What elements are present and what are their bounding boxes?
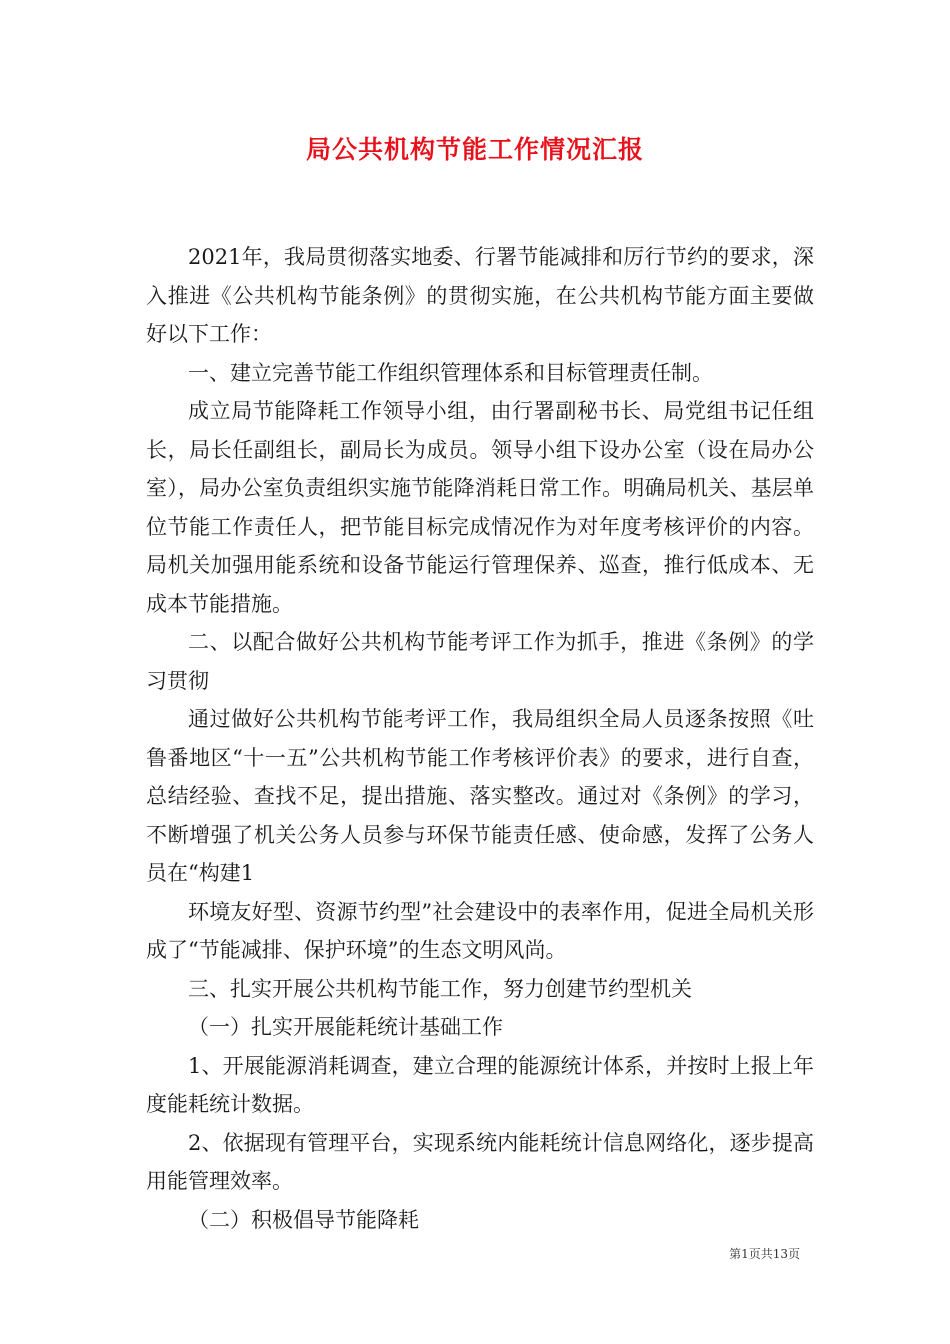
page-number: 第1页共13页 xyxy=(729,1247,800,1261)
paragraph-heading-3: 三、扎实开展公共机构节能工作，努力创建节约型机关 xyxy=(188,976,692,1001)
paragraph-subheading-1: （一）扎实开展能耗统计基础工作 xyxy=(188,1015,503,1039)
paragraph: 通过做好公共机构节能考评工作，我局组织全局人员逐条按照《吐鲁番地区“十一五”公共机构节能工作考核评价表》的要求，进行自查，总结经验、查找不足，提出措施、落实整改。通过对《条例》的学习，不断增强了机关公务人员参与环保节能责任感、使命感，发挥了公务人员在“构建1 xyxy=(146,707,814,885)
paragraph: 2、依据现有管理平台，实现系统内能耗统计信息网络化，逐步提高用能管理效率。 xyxy=(146,1130,814,1193)
paragraph-heading-1: 一、建立完善节能工作组织管理体系和目标管理责任制。 xyxy=(188,360,713,385)
paragraph: 1、开展能源消耗调查，建立合理的能源统计体系，并按时上报上年度能耗统计数据。 xyxy=(146,1053,814,1116)
paragraph-heading-2: 二、以配合做好公共机构节能考评工作为抓手，推进《条例》的学习贯彻 xyxy=(146,630,814,693)
document-title: 局公共机构节能工作情况汇报 xyxy=(305,135,644,164)
paragraph-subheading-2: （二）积极倡导节能降耗 xyxy=(188,1207,419,1232)
paragraph-intro: 2021年，我局贯彻落实地委、行署节能减排和厉行节约的要求，深入推进《公共机构节能条例》的贯彻实施，在公共机构节能方面主要做好以下工作： xyxy=(146,245,814,346)
paragraph: 成立局节能降耗工作领导小组，由行署副秘书长、局党组书记任组长，局长任副组长，副局长为成员。领导小组下设办公室（设在局办公室），局办公室负责组织实施节能降消耗日常工作。明确局机关、基层单位节能工作责任人，把节能目标完成情况作为对年度考核评价的内容。局机关加强用能系统和设备节能运行管理保养、巡查，推行低成本、无成本节能措施。 xyxy=(146,399,814,616)
document-body xyxy=(146,238,814,1239)
paragraph: 环境友好型、资源节约型”社会建设中的表率作用，促进全局机关形成了“节能减排、保护环境”的生态文明风尚。 xyxy=(146,899,814,962)
